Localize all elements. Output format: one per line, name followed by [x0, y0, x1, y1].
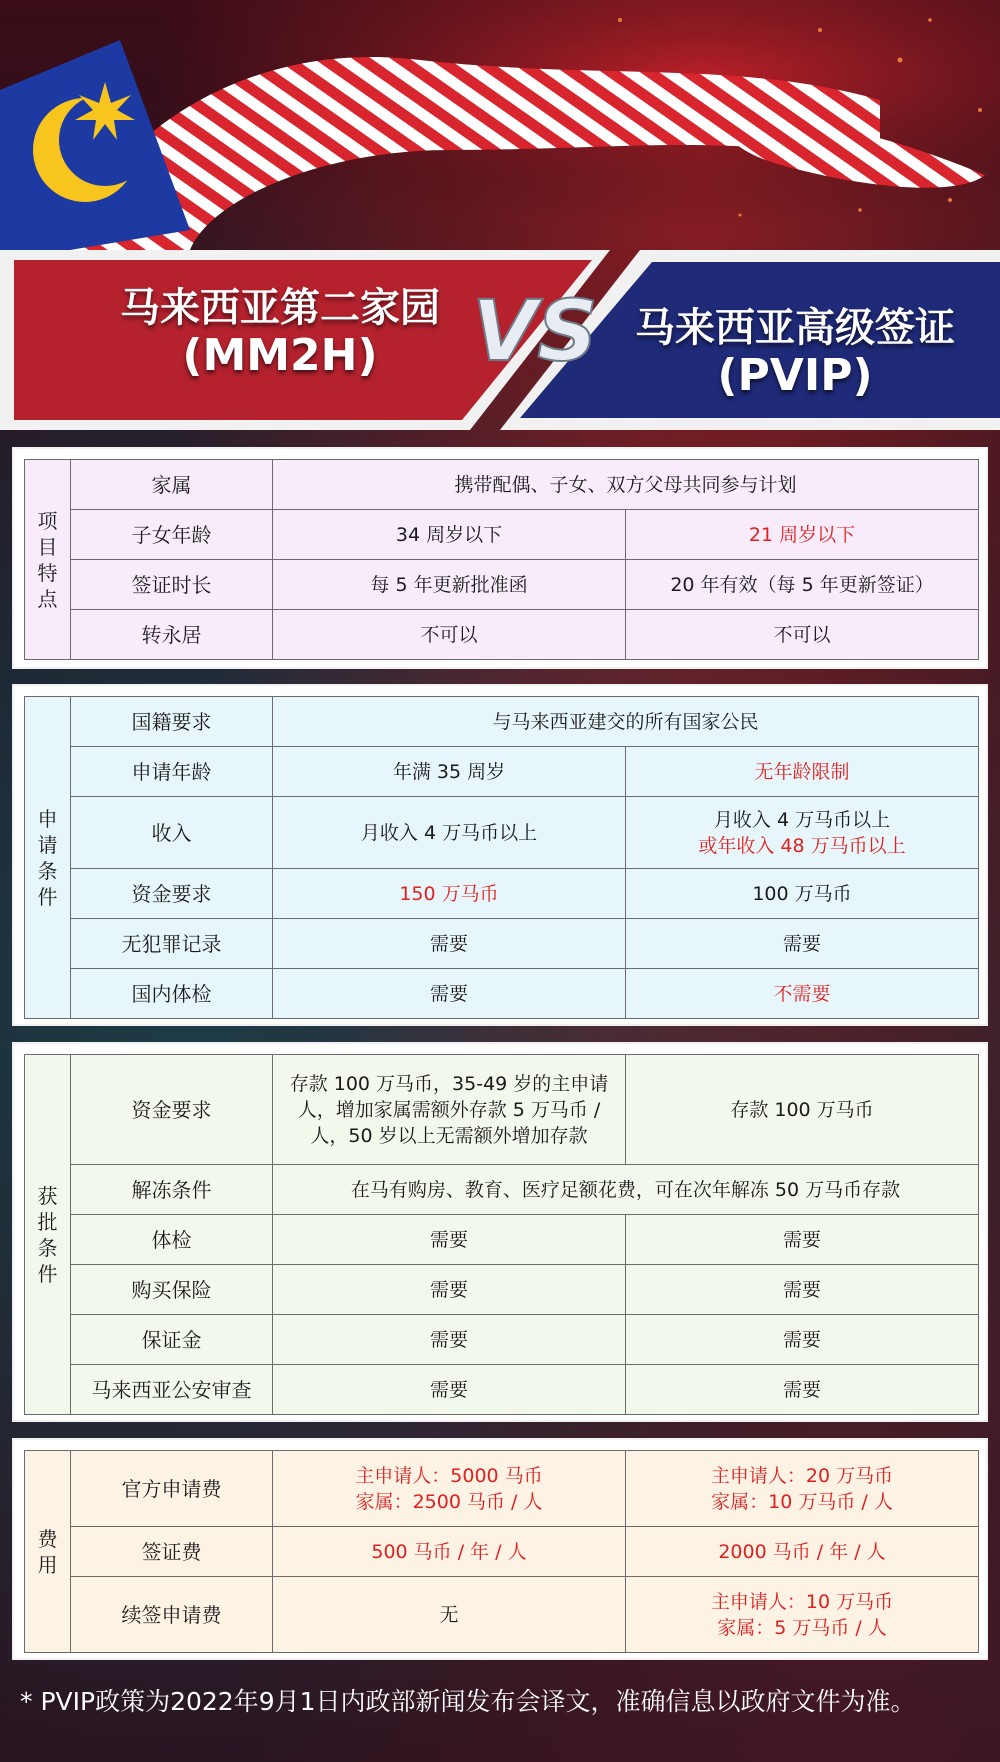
table-row [25, 697, 979, 747]
row-label: 申请年龄 [71, 747, 273, 797]
requirements-panel [12, 684, 988, 1026]
table-row [25, 510, 979, 560]
hero-flag-banner [0, 0, 1000, 250]
row-label: 资金要求 [71, 1055, 273, 1165]
section-label-approval: 获 批 条 件 [25, 1055, 71, 1415]
table-row [25, 869, 979, 919]
pvip-value: 不需要 [626, 969, 979, 1019]
row-label: 签证费 [71, 1527, 273, 1577]
pvip-value: 21 周岁以下 [626, 510, 979, 560]
requirements-table [24, 696, 979, 1019]
malaysia-flag-ribbon [0, 0, 1000, 250]
pvip-value: 需要 [626, 1365, 979, 1415]
table-row [25, 919, 979, 969]
row-label: 国内体检 [71, 969, 273, 1019]
table-row [25, 969, 979, 1019]
pvip-value: 主申请人：20 万马币 家属：10 万马币 / 人 [626, 1451, 979, 1527]
table-row [25, 1577, 979, 1653]
pvip-value: 100 万马币 [626, 869, 979, 919]
pvip-value: 需要 [626, 1315, 979, 1365]
table-row [25, 560, 979, 610]
merged-value: 携带配偶、子女、双方父母共同参与计划 [273, 460, 979, 510]
table-row [25, 1165, 979, 1215]
pvip-value: 20 年有效（每 5 年更新签证） [626, 560, 979, 610]
pvip-value: 需要 [626, 919, 979, 969]
table-row [25, 1215, 979, 1265]
mm2h-value: 需要 [273, 1365, 626, 1415]
fees-table [24, 1450, 979, 1653]
mm2h-value: 34 周岁以下 [273, 510, 626, 560]
mm2h-value: 需要 [273, 969, 626, 1019]
row-label: 续签申请费 [71, 1577, 273, 1653]
table-row [25, 1527, 979, 1577]
vs-mark: VS [472, 282, 598, 380]
row-label: 收入 [71, 797, 273, 869]
features-panel [12, 447, 988, 669]
mm2h-value: 需要 [273, 1215, 626, 1265]
row-label: 子女年龄 [71, 510, 273, 560]
section-label-features: 项 目 特 点 [25, 460, 71, 660]
row-label: 资金要求 [71, 869, 273, 919]
row-label: 签证时长 [71, 560, 273, 610]
table-row [25, 1315, 979, 1365]
pvip-value: 月收入 4 万马币以上 或年收入 48 万马币以上 [626, 797, 979, 869]
table-row [25, 1265, 979, 1315]
mm2h-value: 主申请人：5000 马币 家属：2500 马币 / 人 [273, 1451, 626, 1527]
row-label: 官方申请费 [71, 1451, 273, 1527]
mm2h-value: 需要 [273, 1265, 626, 1315]
section-label-fees: 费 用 [25, 1451, 71, 1653]
approval-panel [12, 1042, 988, 1422]
comparison-title-banner [0, 250, 1000, 430]
features-table [24, 459, 979, 660]
mm2h-code: (MM2H) [182, 330, 378, 381]
mm2h-value: 需要 [273, 1315, 626, 1365]
pvip-value: 存款 100 万马币 [626, 1055, 979, 1165]
approval-table [24, 1054, 979, 1415]
fees-panel [12, 1438, 988, 1660]
pvip-value: 不可以 [626, 610, 979, 660]
row-label: 转永居 [71, 610, 273, 660]
merged-value: 在马有购房、教育、医疗足额花费，可在次年解冻 50 万马币存款 [273, 1165, 979, 1215]
row-label: 保证金 [71, 1315, 273, 1365]
footnote: * PVIP政策为2022年9月1日内政部新闻发布会译文，准确信息以政府文件为准。 [20, 1687, 916, 1716]
pvip-value: 需要 [626, 1265, 979, 1315]
mm2h-value: 月收入 4 万马币以上 [273, 797, 626, 869]
table-row [25, 610, 979, 660]
mm2h-value: 500 马币 / 年 / 人 [273, 1527, 626, 1577]
row-label: 无犯罪记录 [71, 919, 273, 969]
mm2h-title: 马来西亚第二家园 [120, 285, 440, 331]
section-label-requirements: 申 请 条 件 [25, 697, 71, 1019]
pvip-title: 马来西亚高级签证 [635, 305, 955, 351]
table-row [25, 1365, 979, 1415]
mm2h-value: 每 5 年更新批准函 [273, 560, 626, 610]
table-row [25, 460, 979, 510]
pvip-value: 需要 [626, 1215, 979, 1265]
mm2h-value: 年满 35 周岁 [273, 747, 626, 797]
table-row [25, 797, 979, 869]
row-label: 马来西亚公安审查 [71, 1365, 273, 1415]
pvip-value: 主申请人：10 万马币 家属：5 万马币 / 人 [626, 1577, 979, 1653]
table-row [25, 1055, 979, 1165]
row-label: 国籍要求 [71, 697, 273, 747]
mm2h-value: 无 [273, 1577, 626, 1653]
pvip-value: 2000 马币 / 年 / 人 [626, 1527, 979, 1577]
pvip-code: (PVIP) [717, 350, 873, 401]
mm2h-value: 不可以 [273, 610, 626, 660]
row-label: 解冻条件 [71, 1165, 273, 1215]
table-row [25, 1451, 979, 1527]
table-row [25, 747, 979, 797]
mm2h-value: 存款 100 万马币，35-49 岁的主申请人，增加家属需额外存款 5 万马币 / 人，50 岁以上无需额外增加存款 [273, 1055, 626, 1165]
row-label: 体检 [71, 1215, 273, 1265]
pvip-value: 无年龄限制 [626, 747, 979, 797]
row-label: 购买保险 [71, 1265, 273, 1315]
mm2h-value: 150 万马币 [273, 869, 626, 919]
mm2h-value: 需要 [273, 919, 626, 969]
row-label: 家属 [71, 460, 273, 510]
merged-value: 与马来西亚建交的所有国家公民 [273, 697, 979, 747]
